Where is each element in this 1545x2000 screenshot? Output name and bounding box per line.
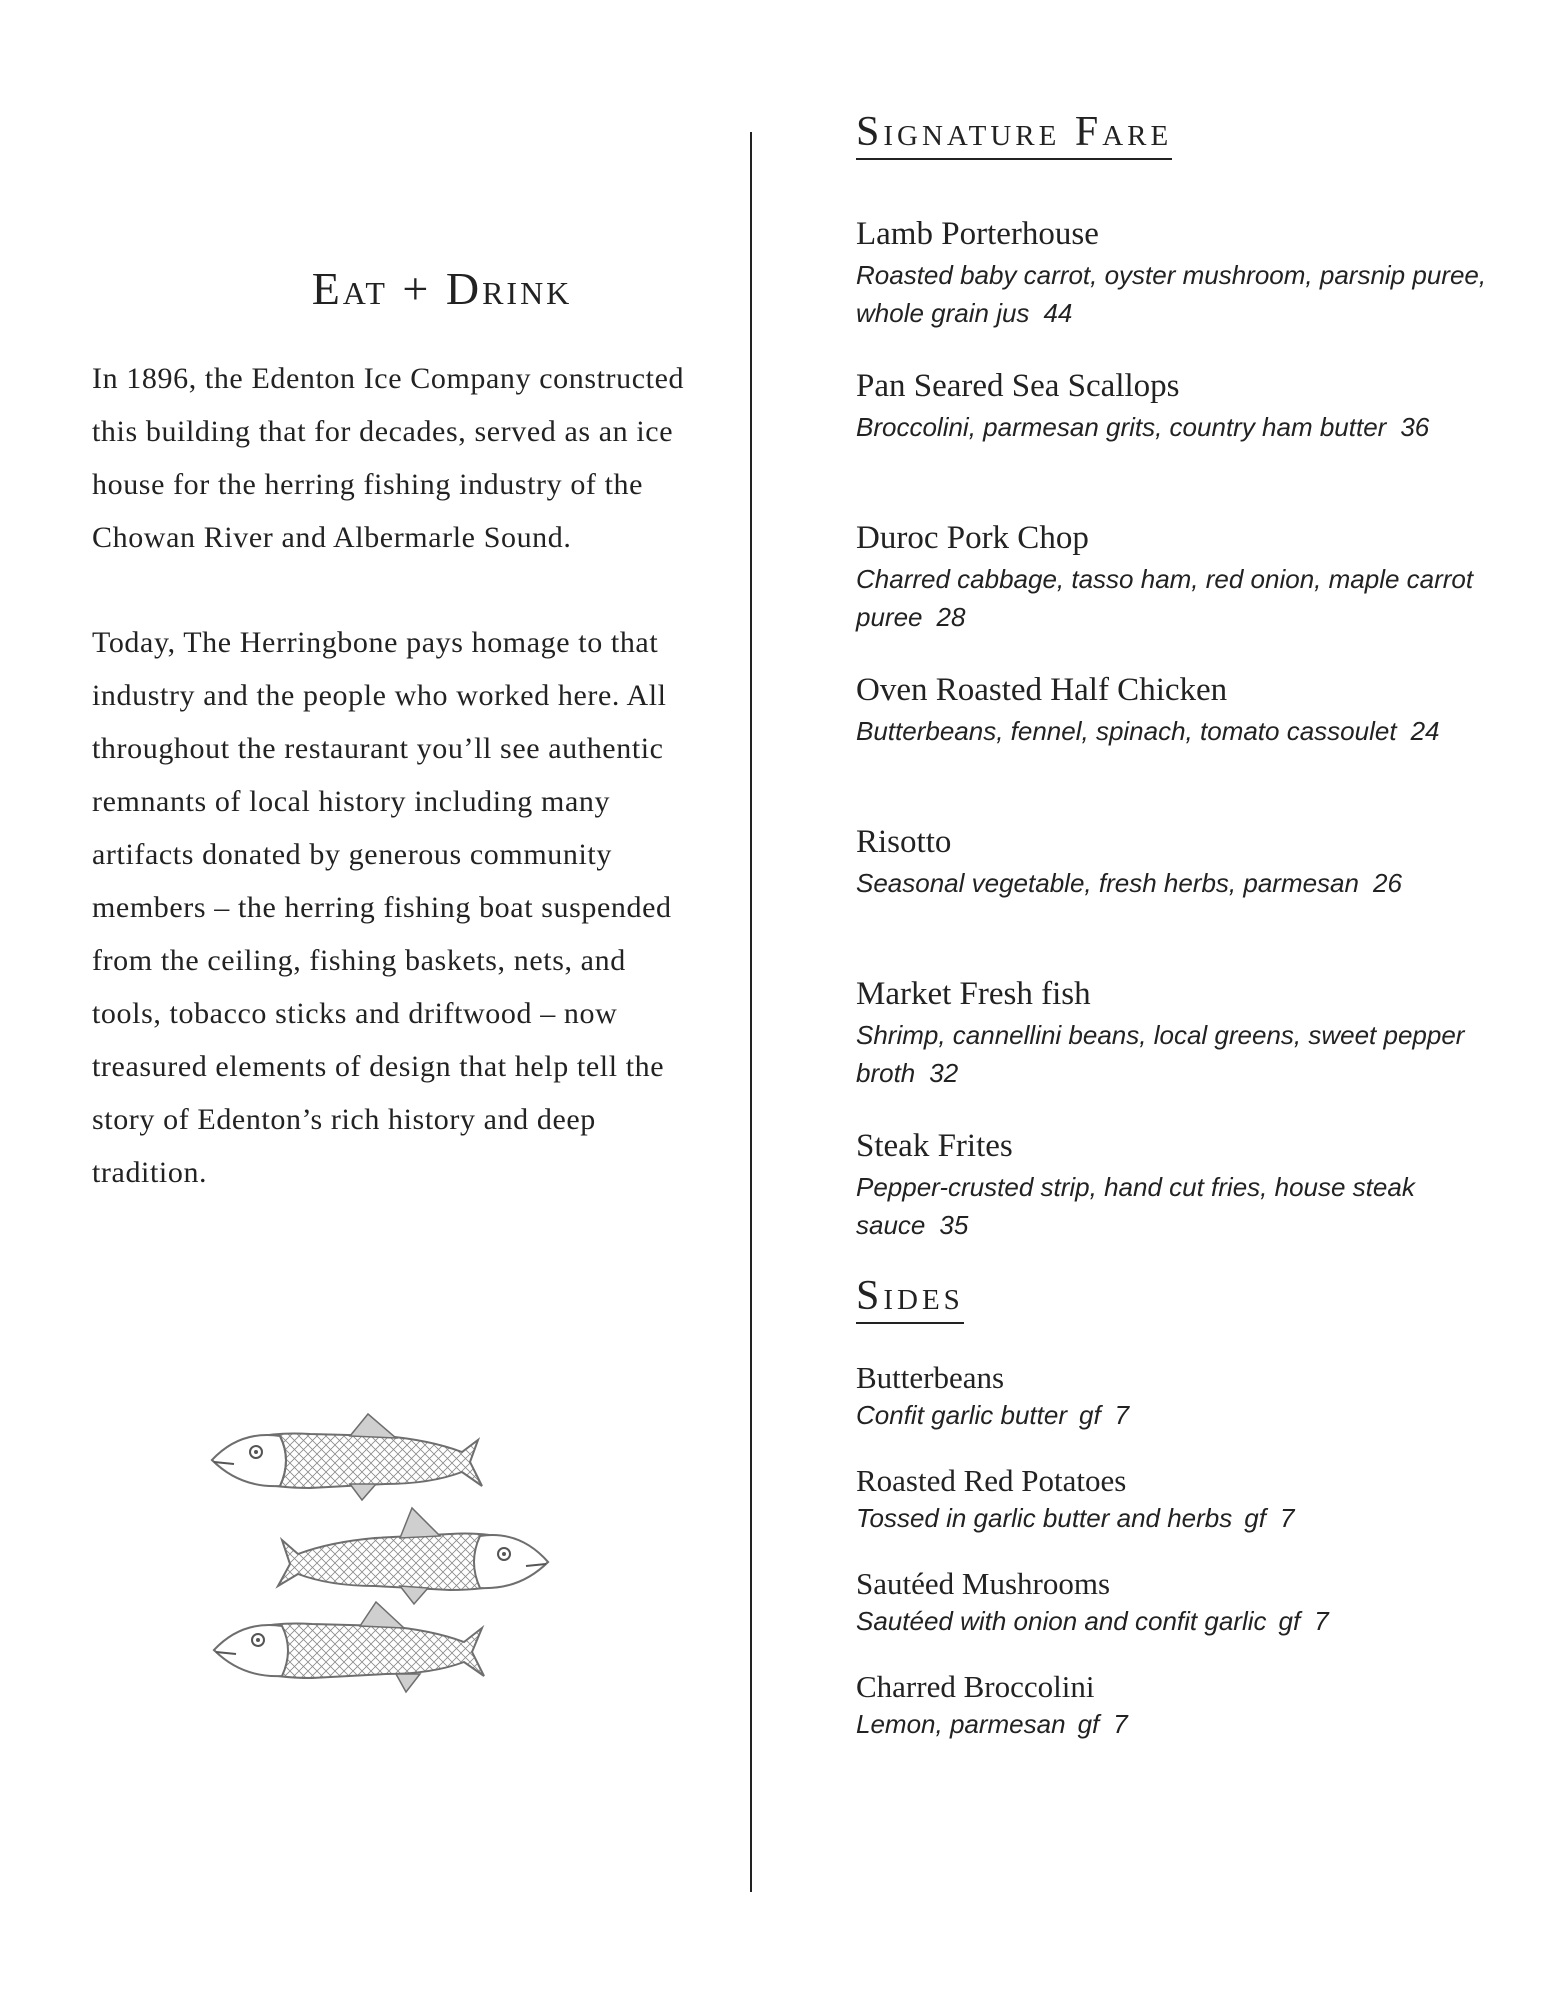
fish-icon xyxy=(214,1602,484,1692)
menu-item-name: Pan Seared Sea Scallops xyxy=(856,368,1180,404)
history-paragraph: Today, The Herringbone pays homage to that industry and the people who worked here. All throughout the restaurant you’ll see authentic remnants of local history including many artifacts donated by generous community members – the herring fishing boat suspended from the ceiling, fishing baskets, nets, and tools, tobacco sticks and driftwood – now treasured elements of design that help tell the story of Edenton’s rich history and deep tradition. xyxy=(92,626,672,1189)
side-item-price: 7 xyxy=(1113,1709,1128,1739)
side-item-description: Confit garlic butter xyxy=(856,1400,1067,1430)
fish-icon xyxy=(278,1508,548,1604)
menu-item-name: Duroc Pork Chop xyxy=(856,520,1089,556)
side-item-name: Roasted Red Potatoes xyxy=(856,1463,1127,1498)
menu-item-description: Seasonal vegetable, fresh herbs, parmesan xyxy=(856,868,1359,898)
menu-item-name: Risotto xyxy=(856,824,952,860)
menu-item-description: Roasted baby carrot, oyster mushroom, parsnip puree, whole grain jus xyxy=(856,260,1487,328)
menu-item xyxy=(856,670,1516,750)
menu-item-price: 32 xyxy=(929,1058,959,1088)
menu-item-description: Butterbeans, fennel, spinach, tomato cassoulet xyxy=(856,716,1397,746)
side-item-description: Tossed in garlic butter and herbs xyxy=(856,1503,1233,1533)
menu-item-description: Broccolini, parmesan grits, country ham butter xyxy=(856,412,1387,442)
side-item xyxy=(856,1669,1516,1741)
gluten-free-tag: gf xyxy=(1077,1709,1100,1739)
column-divider xyxy=(750,132,752,1892)
menu-item-name: Steak Frites xyxy=(856,1128,1013,1164)
menu-item-description: Pepper-crusted strip, hand cut fries, house steak sauce xyxy=(856,1172,1415,1240)
menu-item-price: 44 xyxy=(1043,298,1073,328)
side-item-price: 7 xyxy=(1114,1400,1130,1430)
gluten-free-tag: gf xyxy=(1244,1503,1266,1533)
menu-item-price: 28 xyxy=(936,602,966,632)
herring-illustration xyxy=(200,1400,560,1700)
page-title: Eat + Drink xyxy=(311,263,573,314)
menu-item-price: 36 xyxy=(1400,412,1430,442)
menu-item-price: 26 xyxy=(1372,868,1402,898)
menu-item xyxy=(856,822,1516,902)
side-item xyxy=(856,1566,1516,1638)
history-paragraph: In 1896, the Edenton Ice Company constructed this building that for decades, served as an ice house for the herring fishing industry of the Chowan River and Albermarle Sound. xyxy=(92,362,685,554)
side-item-name: Sautéed Mushrooms xyxy=(856,1566,1111,1601)
side-item-name: Butterbeans xyxy=(856,1360,1005,1395)
menu-item xyxy=(856,214,1516,332)
menu-item-price: 24 xyxy=(1410,716,1440,746)
history-text xyxy=(92,352,692,1251)
menu-item xyxy=(856,518,1516,636)
section-heading-signature-fare: Signature Fare xyxy=(856,108,1172,160)
side-item-name: Charred Broccolini xyxy=(856,1669,1095,1704)
section-heading-sides: Sides xyxy=(856,1272,964,1324)
menu-item xyxy=(856,974,1516,1092)
side-item xyxy=(856,1360,1516,1432)
menu-item xyxy=(856,1126,1516,1244)
menu-item-description: Charred cabbage, tasso ham, red onion, maple carrot puree xyxy=(856,564,1474,632)
gluten-free-tag: gf xyxy=(1278,1606,1301,1636)
menu-item-name: Market Fresh fish xyxy=(856,976,1091,1012)
menu-item-price: 35 xyxy=(939,1210,969,1240)
gluten-free-tag: gf xyxy=(1078,1400,1101,1430)
side-item-description: Sautéed with onion and confit garlic xyxy=(856,1606,1267,1636)
fish-icon xyxy=(212,1414,482,1500)
menu-item xyxy=(856,366,1516,446)
side-item-price: 7 xyxy=(1279,1503,1295,1533)
side-item-description: Lemon, parmesan xyxy=(856,1709,1066,1739)
side-item xyxy=(856,1463,1516,1535)
menu-item-name: Lamb Porterhouse xyxy=(856,216,1099,252)
menu-item-description: Shrimp, cannellini beans, local greens, sweet pepper broth xyxy=(856,1020,1465,1088)
side-item-price: 7 xyxy=(1314,1606,1329,1636)
menu-item-name: Oven Roasted Half Chicken xyxy=(856,672,1228,708)
